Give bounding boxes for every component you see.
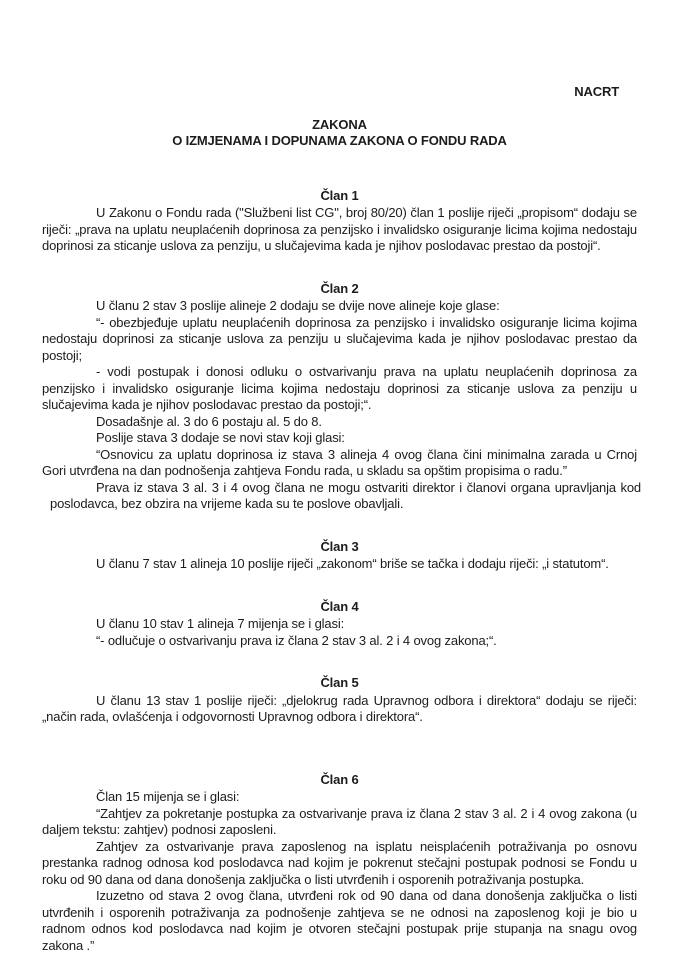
article-3-heading: Član 3 xyxy=(320,538,359,554)
document-title xyxy=(42,117,637,150)
article-5-paragraph-1: U članu 13 stav 1 poslije riječi: „djelokrug rada Upravnog odbora i direktora“ dodaju se riječi: „način rada, ovlašćenja i odgovornosti Upravnog odbora i direktora“. xyxy=(42,692,637,724)
article-4-paragraph-2: “- odlučuje o ostvarivanju prava iz člana 2 stav 3 al. 2 i 4 ovog zakona;“. xyxy=(96,632,497,648)
draft-label: NACRT xyxy=(574,84,619,99)
article-2-paragraph-1: U članu 2 stav 3 poslije alineje 2 dodaju se dvije nove alineje koje glase: xyxy=(96,298,500,313)
article-2-paragraph-6: “Osnovicu za uplatu doprinosa iz stava 3 alineja 4 ovog člana čini minimalna zarada u Crnoj Gori utvrđena na dan podnošenja zahtjeva Fondu rada, u skladu sa opštim propisima o radu.” xyxy=(42,446,637,478)
article-2-paragraph-4: Dosadašnje al. 3 do 6 postaju al. 5 do 8. xyxy=(96,413,322,429)
article-5 xyxy=(42,675,637,726)
article-6 xyxy=(42,772,637,955)
article-6-paragraph-3: Zahtjev za ostvarivanje prava zaposlenog na isplatu neisplaćenih potraživanja po osnovu prestanka radnog odnosa kod poslodavca nad kojim je pokrenut stečajni postupak podnosi se Fondu u roku od 90 dana od dana donošenja zaključka o listi utvrđenih i osporenih potraživanja postupka. xyxy=(42,838,637,887)
article-1-paragraph-1: U Zakonu o Fondu rada ("Službeni list CG", broj 80/20) član 1 poslije riječi „propisom“ dodaju se riječi: „prava na uplatu neuplaćenih doprinosa za penzijsko i invalidsko osiguranje licima kojima nedostaju doprinosi za sticanje uslova za penziju, u slučajevima kada je njihov poslodavac prestao da postoji“. xyxy=(42,205,637,253)
article-5-heading: Član 5 xyxy=(320,675,359,690)
article-4-paragraph-1: U članu 10 stav 1 alineja 7 mijenja se i glasi: xyxy=(96,616,345,631)
document-title-line1: ZAKONA xyxy=(312,116,367,132)
article-6-heading: Član 6 xyxy=(320,771,359,787)
article-2-paragraph-5: Poslije stava 3 dodaje se novi stav koji glasi: xyxy=(96,430,345,445)
article-6-paragraph-1: Član 15 mijenja se i glasi: xyxy=(96,789,240,804)
article-1 xyxy=(42,188,637,255)
article-6-paragraph-4: Izuzetno od stava 2 ovog člana, utvrđeni rok od 90 dana od dana donošenja zaključka o listi utvrđenih i osporenih potraživanja za podnošenje zahtjeva se ne odnosi na zaposlenog koji je bio u radnom odnos kod poslodavca nad kojim je otvoren stečajni postupak prije stupanja na snagu ovog zakona .” xyxy=(42,888,637,953)
article-6-paragraph-2: “Zahtjev za pokretanje postupka za ostvarivanje prava iz člana 2 stav 3 al. 2 i 4 ovog zakona (u daljem tekstu: zahtjev) podnosi zaposleni. xyxy=(42,805,637,837)
article-3-paragraph-1: U članu 7 stav 1 alineja 10 poslije riječi „zakonom“ briše se tačka i dodaju riječi: „i statutom“. xyxy=(96,556,609,571)
article-2-heading: Član 2 xyxy=(320,280,359,296)
article-4 xyxy=(42,599,637,650)
article-2-paragraph-7: Prava iz stava 3 al. 3 i 4 ovog člana ne mogu ostvariti direktor i članovi organa upravljanja kod poslodavca, bez obzira na vrijeme kada su te poslove obavljali. xyxy=(50,479,641,511)
article-4-heading: Član 4 xyxy=(320,598,359,614)
document-title-line2: O IZMJENAMA I DOPUNAMA ZAKONA O FONDU RADA xyxy=(172,133,507,148)
article-3 xyxy=(42,539,637,573)
article-1-heading: Član 1 xyxy=(320,187,359,203)
article-2-paragraph-2: “- obezbjeđuje uplatu neuplaćenih doprinosa za penzijsko i invalidsko osiguranje licima kojima nedostaju doprinosi za sticanje uslova za penziju u slučajevima kada je njihov poslodavac prestao da postoji; xyxy=(42,314,637,363)
article-2 xyxy=(42,280,641,513)
article-2-paragraph-3: - vodi postupak i donosi odluku o ostvarivanju prava na uplatu neuplaćenih doprinosa za penzijsko i invalidsko osiguranje licima kojima nedostaju doprinosi za sticanje uslova za penziju u slučajevima kada je njihov poslodavac prestao da postoji;“. xyxy=(42,364,637,412)
